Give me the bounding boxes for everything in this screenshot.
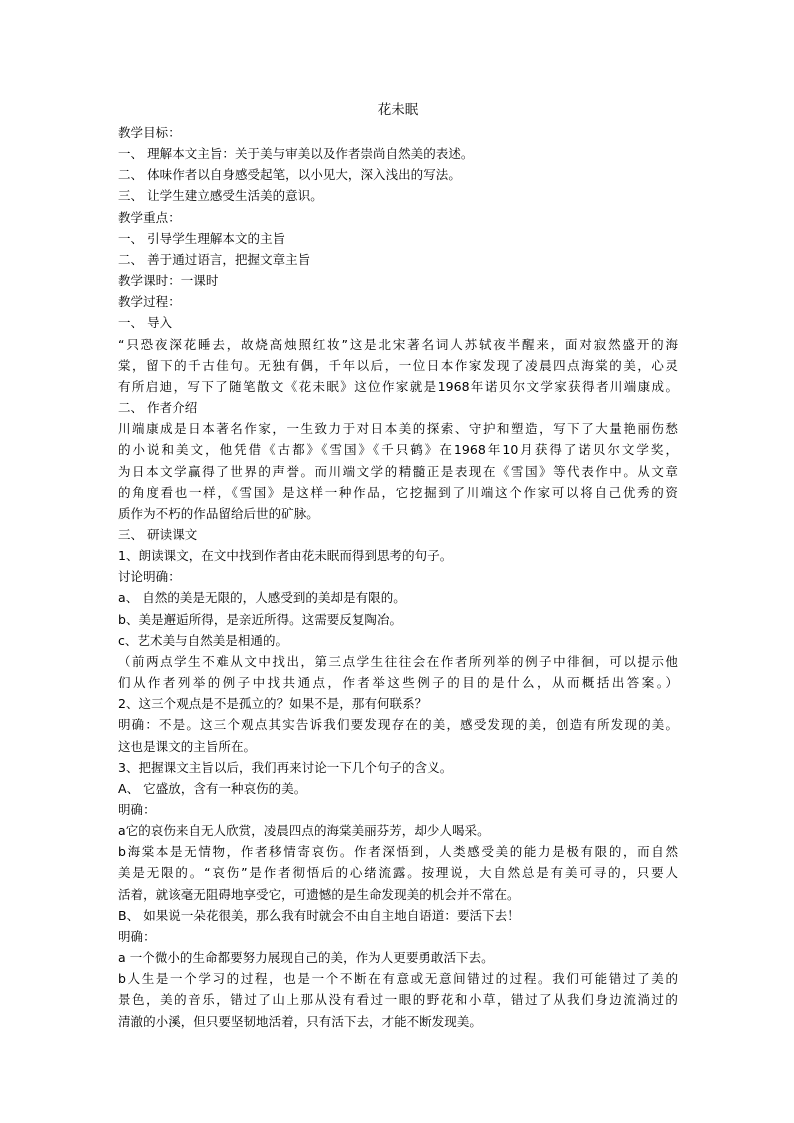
body-line: 这也是课文的主旨所在。	[118, 738, 257, 754]
body-line: 教学目标：	[118, 125, 181, 140]
body-line: 一、 导入	[118, 315, 173, 331]
body-line: 二、 体味作者以自身感受起笔，以小见大，深入浅出的写法。	[118, 167, 461, 183]
body-line: a、 自然的美是无限的，人感受到的美却是有限的。	[118, 590, 406, 606]
body-line: 一、 引导学生理解本文的主旨	[118, 230, 286, 246]
body-line: 美是无限的。“哀伤”是作者彻悟后的心绪流露。按理说，大自然总是有美可寻的，只要人	[118, 865, 678, 881]
body-line: B、 如果说一朵花很美，那么我有时就会不由自主地自语道：要活下去！	[118, 907, 520, 923]
body-line: 活着，就该毫无阻碍地享受它，可遗憾的是生命发现美的机会并不常在。	[118, 886, 520, 902]
document-title: 花未眠	[377, 102, 419, 118]
body-line: 教学课时：一课时	[118, 273, 219, 289]
body-line: A、 它盛放，含有一种哀伤的美。	[118, 780, 307, 796]
body-line: 棠，留下的千古佳句。无独有偶，千年以后，一位日本作家发现了凌晨四点海棠的美，心灵	[118, 357, 678, 373]
body-line: 教学重点：	[118, 209, 181, 225]
body-line: “只恐夜深花睡去，故烧高烛照红妆”这是北宋著名词人苏轼夜半醒来，面对寂然盛开的海	[118, 336, 678, 352]
body-line: 川端康成是日本著名作家，一生致力于对日本美的探索、守护和塑造，写下了大量艳丽伤愁	[118, 421, 678, 437]
body-line: 明确：不是。这三个观点其实告诉我们要发现存在的美，感受发现的美，创造有所发现的美。	[118, 717, 678, 733]
body-line: b人生是一个学习的过程，也是一个不断在有意或无意间错过的过程。我们可能错过了美的	[118, 971, 678, 987]
body-line: 三、 研读课文	[118, 526, 198, 542]
body-line: b海棠本是无情物，作者移情寄哀伤。作者深悟到，人类感受美的能力是极有限的，而自然	[118, 844, 678, 860]
body-line: 们从作者列举的例子中找共通点，作者举这些例子的目的是什么，从而概括出答案。）	[118, 675, 678, 691]
body-line: 1、朗读课文，在文中找到作者由花未眠而得到思考的句子。	[118, 548, 453, 564]
document-page	[118, 100, 678, 1032]
body-line: 清澈的小溪，但只要坚韧地活着，只有活下去，才能不断发现美。	[118, 1013, 482, 1029]
body-line: 为日本文学赢得了世界的声誉。而川端文学的精髓正是表现在《雪国》等代表作中。从文章	[118, 463, 678, 479]
body-line: 2、这三个观点是不是孤立的？如果不是，那有何联系？	[118, 696, 428, 712]
body-line: 明确：	[118, 928, 156, 944]
body-line: 有所启迪，写下了随笔散文《花未眠》这位作家就是1968年诺贝尔文学家获得者川端康成。	[118, 378, 678, 394]
body-line: 二、 作者介绍	[118, 400, 198, 416]
body-line: 3、把握课文主旨以后，我们再来讨论一下几个句子的含义。	[118, 759, 453, 775]
body-line: 的小说和美文，他凭借《古都》《雪国》《千只鹤》在1968年10月获得了诺贝尔文学奖，	[118, 442, 678, 458]
document-body	[118, 122, 678, 1032]
body-line: （前两点学生不难从文中找出，第三点学生往往会在作者所列举的例子中徘徊，可以提示他	[118, 653, 678, 669]
body-line: 二、 善于通过语言，把握文章主旨	[118, 251, 311, 267]
body-line: b、美是邂逅所得，是亲近所得。这需要反复陶冶。	[118, 611, 403, 627]
body-line: 一、 理解本文主旨：关于美与审美以及作者崇尚自然美的表述。	[118, 146, 474, 162]
body-line: 质作为不朽的作品留给后世的矿脉。	[118, 505, 319, 521]
body-line: 明确：	[118, 802, 156, 817]
body-line: 景色，美的音乐，错过了山上那从没有看过一眼的野花和小草，错过了从我们身边流淌过的	[118, 992, 678, 1008]
body-line: 讨论明确：	[118, 569, 181, 585]
body-line: 的角度看也一样，《雪国》是这样一种作品，它挖掘到了川端这个作家可以将自己优秀的资	[118, 484, 678, 500]
body-line: 教学过程：	[118, 294, 181, 310]
body-line: 三、 让学生建立感受生活美的意识。	[118, 188, 323, 204]
body-line: a 一个微小的生命都要努力展现自己的美，作为人更要勇敢活下去。	[118, 950, 494, 966]
body-line: a它的哀伤来自无人欣赏，凌晨四点的海棠美丽芬芳，却少人喝采。	[118, 823, 490, 839]
body-line: c、艺术美与自然美是相通的。	[118, 632, 289, 648]
